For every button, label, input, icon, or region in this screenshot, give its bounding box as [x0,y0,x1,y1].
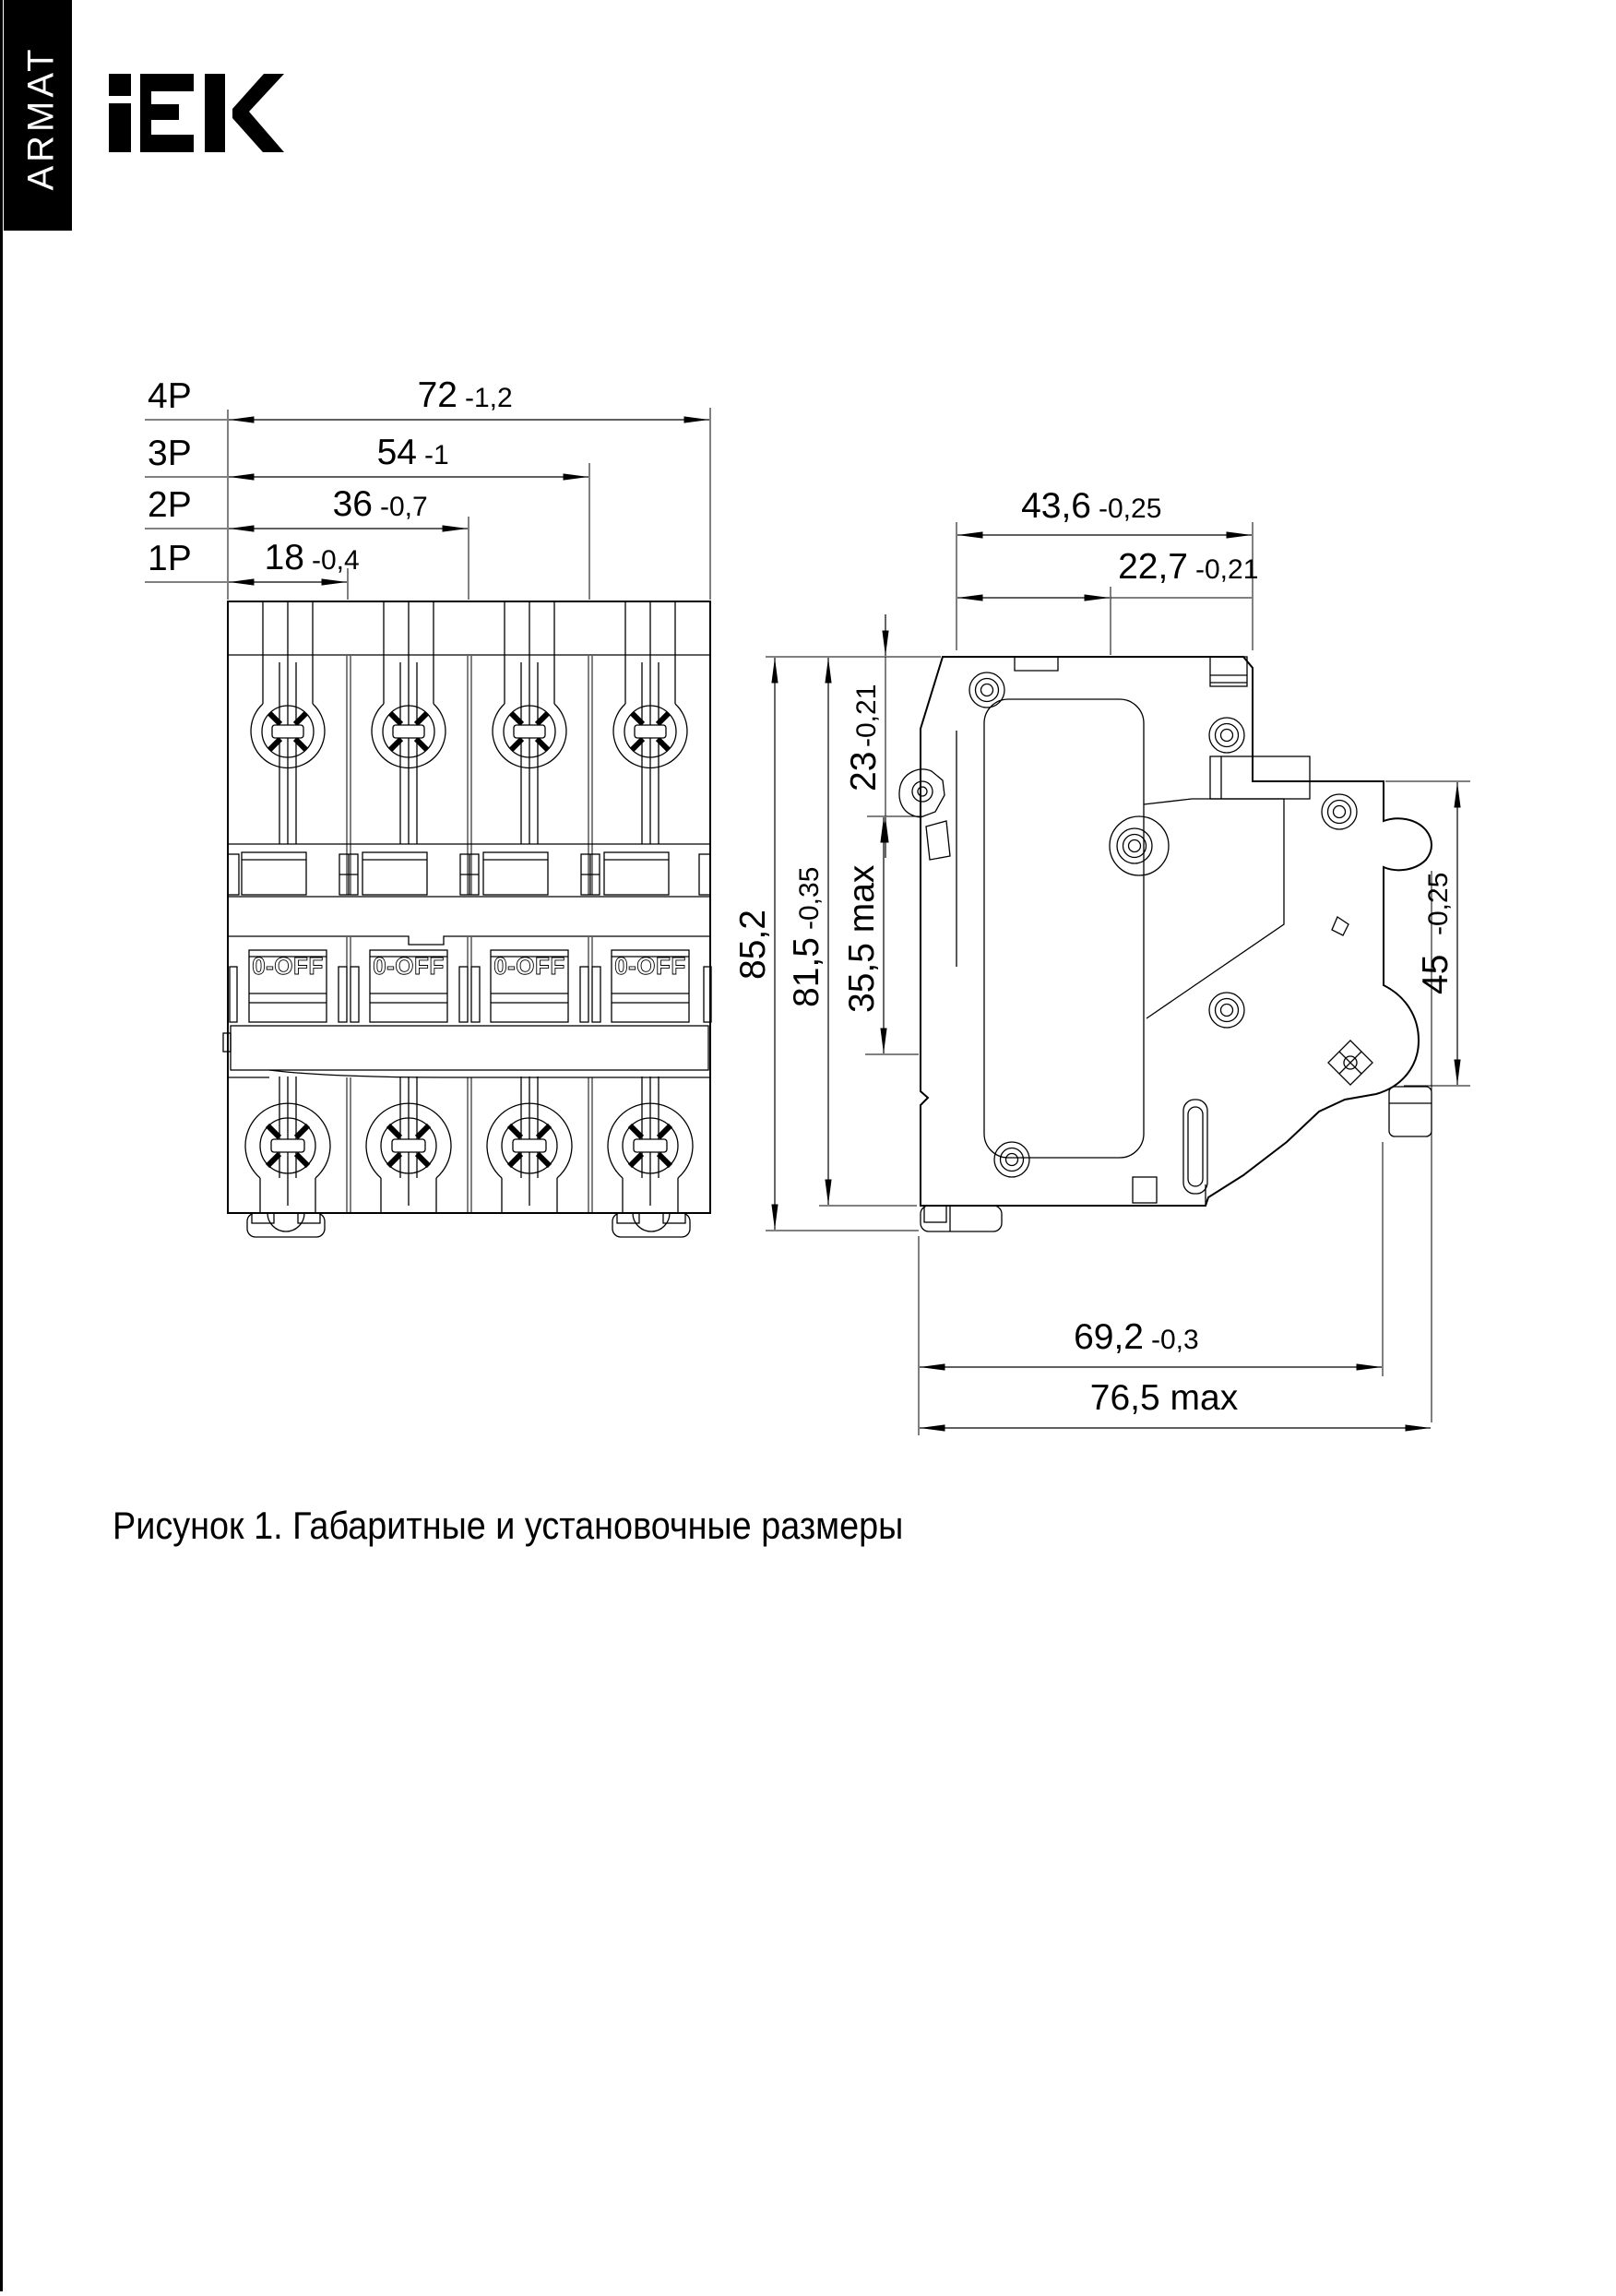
dim-22-7-tolerance: -0,21 [1195,554,1259,585]
pole-label-3p: 3P [148,434,192,473]
bottom-terminal-screws [245,1077,693,1213]
dim-18-tolerance: -0,4 [312,545,360,576]
dim-81-5-tolerance: -0,35 [794,866,825,930]
dim-22-7-value: 22,7 [1118,547,1188,587]
front-view-dimensions [145,375,710,600]
dim-69-2-value: 69,2 [1074,1317,1144,1357]
latch-release-screw [1328,1041,1372,1085]
side-molding-details [957,657,1432,1206]
armat-series-bar [4,0,72,231]
dim-81-5-value: 81,5 [787,937,826,1007]
dim-43-6-value: 43,6 [1021,486,1091,526]
handle-off-label-3: 0-OFF [493,952,565,980]
latch-pawl [926,821,950,860]
dim-72-tolerance: -1,2 [465,383,513,413]
dim-76-5-value: 76,5 max [1089,1378,1239,1418]
dim-36-tolerance: -0,7 [380,492,428,522]
dim-43-6-tolerance: -0,25 [1099,494,1162,524]
side-view [899,657,1432,1231]
side-view-dimensions [733,486,1470,1435]
handle-tie-bar [223,1026,709,1077]
pole-label-1p: 1P [148,539,192,578]
dim-72-value: 72 [417,375,457,415]
pole-label-2p: 2P [148,485,192,525]
din-mount-tabs [247,1213,690,1237]
handle-off-label-4: 0-OFF [614,952,686,980]
dim-36-value: 36 [332,484,373,524]
dim-23-value: 23 [844,751,884,791]
din-top-hook [899,769,945,817]
dim-69-2-tolerance: -0,3 [1151,1325,1199,1355]
toggle-handles [230,950,711,1022]
dim-54-value: 54 [376,433,417,472]
dim-35-5-value: 35,5 max [842,864,882,1013]
page-left-border [0,0,3,2291]
dim-18-value: 18 [264,538,304,577]
busbar-lugs [228,852,710,895]
side-bottom-foot [921,1206,1002,1231]
handle-off-label-1: 0-OFF [252,952,324,980]
iek-logo [109,74,284,152]
dim-45-value: 45 [1416,954,1456,994]
dim-85-2-value: 85,2 [733,910,773,980]
top-terminal-screws [251,601,687,844]
case-rivets [969,672,1357,1177]
figure-caption: Рисунок 1. Габаритные и установочные размеры [113,1504,904,1547]
dim-54-tolerance: -1 [424,440,449,470]
dim-23-tolerance: -0,21 [851,684,882,747]
armat-series-label: ARMAT [20,45,62,191]
pole-label-4p: 4P [148,376,192,416]
front-view [223,601,711,1237]
handle-off-label-2: 0-OFF [373,952,445,980]
dim-45-tolerance: -0,25 [1423,872,1454,935]
